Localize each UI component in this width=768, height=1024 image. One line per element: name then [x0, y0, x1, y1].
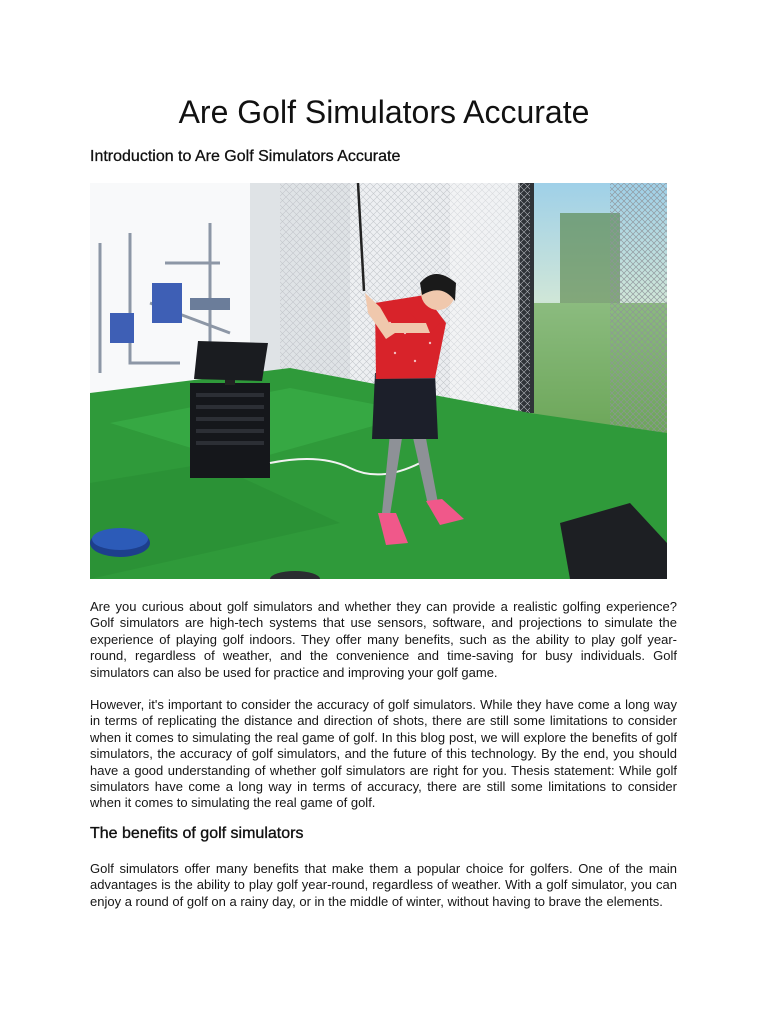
intro-heading: Introduction to Are Golf Simulators Accurate [90, 148, 401, 165]
intro-paragraph-1: Are you curious about golf simulators and whether they can provide a realistic golfing experience? Golf simulators are high-tech systems that use sensors, software, and projections to simulate the experience of playing golf indoors. They offer many benefits, such as the ability to play golf year-round, regardless of weather, and the convenience and time-saving for busy individuals. Golf simulators can also be used for practice and improving your golf game. [90, 599, 677, 680]
intro-paragraph-2: However, it's important to consider the accuracy of golf simulators. While they have come a long way in terms of replicating the distance and direction of shots, there are still some limitations to consider when it comes to simulating the real game of golf. In this blog post, we will explore the benefits of golf simulators, the accuracy of golf simulators, and the future of this technology. By the end, you should have a good understanding of whether golf simulators are right for you. Thesis statement: While golf simulators have come a long way in terms of accuracy, there are still some limitations to consider when it comes to simulating the real game of golf. [90, 697, 677, 811]
golf-simulator-photo [90, 183, 667, 579]
benefits-heading: The benefits of golf simulators [90, 825, 304, 842]
page-title: Are Golf Simulators Accurate [178, 94, 590, 130]
benefits-paragraph: Golf simulators offer many benefits that make them a popular choice for golfers. One of the main advantages is the ability to play golf year-round, regardless of weather. With a golf simulator, you can enjoy a round of golf on a rainy day, or in the middle of winter, without having to brave the elements. [90, 861, 677, 909]
